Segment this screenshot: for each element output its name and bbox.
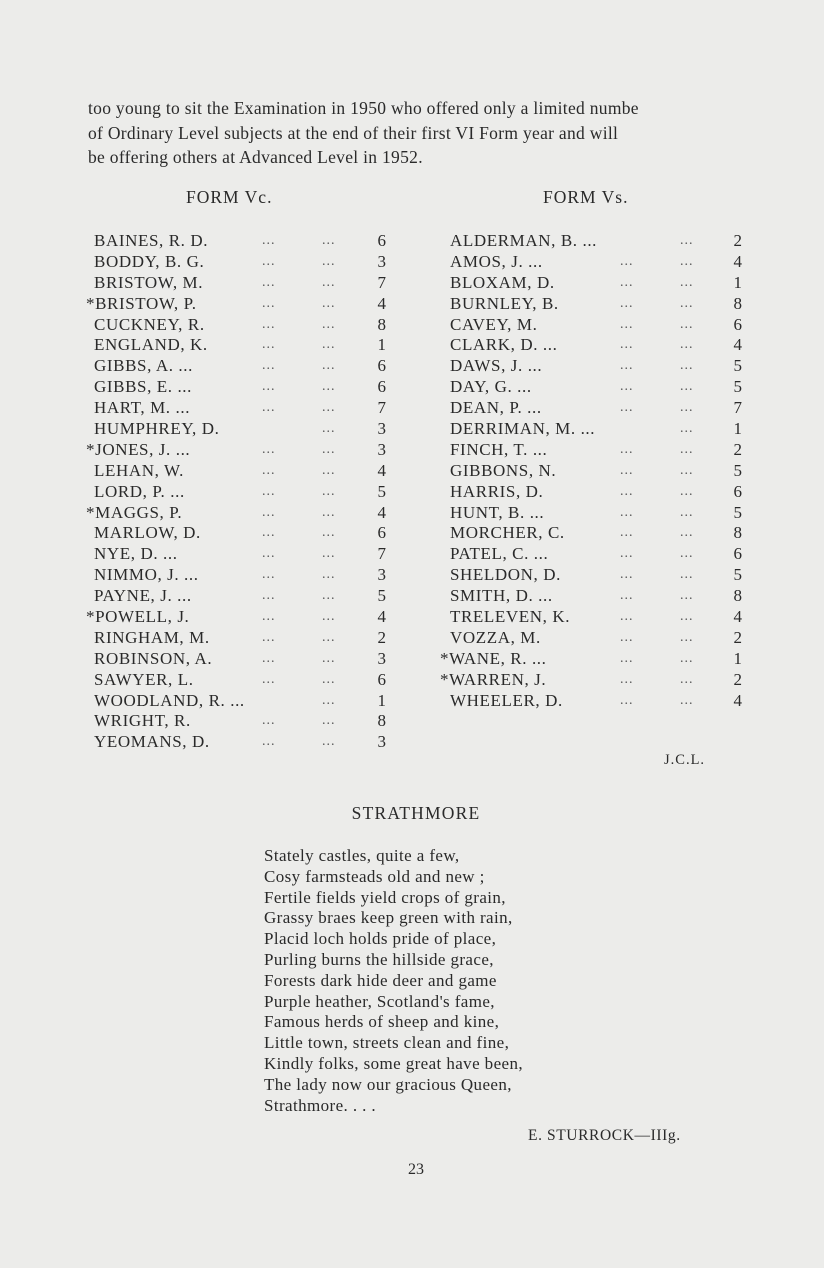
form-vs-list [440,230,754,710]
list-item [86,397,416,418]
pupil-value: 1 [377,335,387,355]
leader-dots: ... [262,441,276,457]
leader-dots: ... [322,567,336,583]
list-item [86,585,416,606]
pupil-name: *JONES, J. ... [86,439,191,459]
leader-dots: ... [262,274,276,290]
poem-line: Fertile fields yield crops of grain, [264,887,506,907]
pupil-name: TRELEVEN, K. [450,607,571,627]
form-vc-list [86,230,416,752]
leader-dots: ... [680,650,694,666]
pupil-name: BURNLEY, B. [450,293,559,313]
pupil-name: NYE, D. ... [94,544,178,564]
pupil-value: 8 [377,314,387,334]
poem-line: Strathmore. . . . [264,1095,377,1115]
pupil-value: 2 [733,439,743,459]
poem-line: Little town, streets clean and fine, [264,1033,510,1053]
leader-dots: ... [262,462,276,478]
leader-dots: ... [680,588,694,604]
list-item [86,543,416,564]
leader-dots: ... [680,546,694,562]
pupil-name: WHEELER, D. [450,690,563,710]
intro-line: too young to sit the Examination in 1950 who offered only a limited numbe [88,98,639,118]
leader-dots: ... [680,421,694,437]
pupil-value: 3 [377,251,387,271]
list-item [86,251,416,272]
leader-dots: ... [620,274,634,290]
list-item [440,418,754,439]
leader-dots: ... [620,337,634,353]
leader-dots: ... [262,379,276,395]
poem-body [264,846,523,1116]
pupil-value: 8 [733,293,743,313]
pupil-name: FINCH, T. ... [450,439,548,459]
leader-dots: ... [262,504,276,520]
poem-line: Stately castles, quite a few, [264,846,460,865]
poem-title: STRATHMORE [351,803,481,823]
pupil-value: 2 [377,627,387,647]
list-item [440,355,754,376]
pupil-value: 3 [377,439,387,459]
list-item [440,376,754,397]
list-item [86,564,416,585]
leader-dots: ... [322,233,336,248]
leader-dots: ... [620,629,634,645]
leader-dots: ... [680,274,694,290]
pupil-value: 4 [733,690,743,710]
pupil-value: 8 [377,711,387,731]
poem-author: E. STURROCK—IIIg. [528,1127,681,1144]
leader-dots: ... [680,337,694,353]
pupil-name: MARLOW, D. [94,523,201,543]
pupil-name: *WANE, R. ... [440,648,547,668]
leader-dots: ... [680,316,694,332]
poem-line: Cosy farmsteads old and new ; [264,866,485,886]
pupil-name: GIBBS, E. ... [94,377,193,397]
leader-dots: ... [262,316,276,332]
leader-dots: ... [620,671,634,687]
form-vs-heading: FORM Vs. [543,187,629,207]
list-item [440,334,754,355]
list-item [440,272,754,293]
leader-dots: ... [262,400,276,416]
list-item [440,690,754,711]
pupil-value: 4 [377,502,387,522]
leader-dots: ... [680,358,694,374]
leader-dots: ... [322,483,336,499]
leader-dots: ... [322,588,336,604]
leader-dots: ... [620,588,634,604]
leader-dots: ... [620,650,634,666]
pupil-value: 5 [733,377,743,397]
list-item [440,522,754,543]
pupil-value: 5 [733,460,743,480]
leader-dots: ... [322,650,336,666]
page-number: 23 [408,1161,424,1178]
pupil-value: 1 [733,419,743,439]
list-item [86,272,416,293]
list-item [86,502,416,523]
leader-dots: ... [620,358,634,374]
list-item [86,606,416,627]
leader-dots: ... [262,567,276,583]
pupil-name: SMITH, D. ... [450,586,553,606]
pupil-name: HARRIS, D. [450,481,544,501]
leader-dots: ... [620,316,634,332]
pupil-value: 3 [377,732,387,752]
pupil-value: 5 [377,481,387,501]
leader-dots: ... [620,692,634,708]
leader-dots: ... [262,358,276,374]
leader-dots: ... [322,400,336,416]
leader-dots: ... [262,337,276,353]
pupil-name: ALDERMAN, B. ... [450,231,598,250]
pupil-value: 1 [733,648,743,668]
pupil-value: 2 [733,669,743,689]
list-item [440,460,754,481]
pupil-value: 3 [377,565,387,585]
list-item [440,502,754,523]
pupil-value: 5 [377,586,387,606]
list-item [86,627,416,648]
pupil-value: 6 [377,377,387,397]
poem-line: The lady now our gracious Queen, [264,1074,512,1094]
pupil-name: DAY, G. ... [450,377,532,397]
pupil-name: DERRIMAN, M. ... [450,419,596,439]
leader-dots: ... [322,504,336,520]
pupil-value: 4 [377,460,387,480]
list-item [440,648,754,669]
leader-dots: ... [620,483,634,499]
poem-line: Purple heather, Scotland's fame, [264,991,495,1011]
pupil-value: 1 [733,272,743,292]
list-item [440,543,754,564]
list-item [440,669,754,690]
leader-dots: ... [322,295,336,311]
list-item [86,314,416,335]
pupil-name: WRIGHT, R. [94,711,191,731]
pupil-name: LORD, P. ... [94,481,185,501]
leader-dots: ... [680,629,694,645]
pupil-name: *POWELL, J. [86,607,190,627]
leader-dots: ... [322,525,336,541]
poem-line: Kindly folks, some great have been, [264,1053,524,1073]
leader-dots: ... [620,567,634,583]
leader-dots: ... [262,295,276,311]
pupil-value: 3 [377,419,387,439]
pupil-value: 4 [733,335,743,355]
leader-dots: ... [262,483,276,499]
leader-dots: ... [322,441,336,457]
pupil-name: NIMMO, J. ... [94,565,199,585]
pupil-value: 5 [733,356,743,376]
leader-dots: ... [262,629,276,645]
list-item [86,460,416,481]
pupil-name: MORCHER, C. [450,523,565,543]
pupil-name: BODDY, B. G. [94,251,205,271]
poem-line: Famous herds of sheep and kine, [264,1012,500,1032]
leader-dots: ... [620,546,634,562]
pupil-name: *WARREN, J. [440,669,547,689]
pupil-name: BAINES, R. D. [94,231,209,250]
list-item [86,648,416,669]
pupil-name: VOZZA, M. [450,627,541,647]
signature-initials: J.C.L. [664,752,706,768]
pupil-name: BLOXAM, D. [450,272,555,292]
leader-dots: ... [262,546,276,562]
leader-dots: ... [262,713,276,729]
intro-line: be offering others at Advanced Level in 1952. [88,147,423,167]
pupil-value: 7 [377,398,387,418]
pupil-name: ENGLAND, K. [94,335,208,355]
pupil-value: 5 [733,565,743,585]
list-item [440,293,754,314]
leader-dots: ... [620,253,634,269]
list-item [440,481,754,502]
leader-dots: ... [620,441,634,457]
leader-dots: ... [262,650,276,666]
pupil-name: CLARK, D. ... [450,335,558,355]
leader-dots: ... [680,441,694,457]
leader-dots: ... [322,629,336,645]
poem-line: Grassy braes keep green with rain, [264,908,513,928]
list-item [86,334,416,355]
pupil-value: 2 [733,231,743,250]
list-item [86,481,416,502]
leader-dots: ... [680,253,694,269]
pupil-value: 6 [377,523,387,543]
list-item [86,710,416,731]
pupil-name: GIBBONS, N. [450,460,557,480]
leader-dots: ... [620,379,634,395]
pupil-value: 6 [377,669,387,689]
leader-dots: ... [262,609,276,625]
leader-dots: ... [620,400,634,416]
pupil-name: SHELDON, D. [450,565,561,585]
pupil-value: 4 [377,293,387,313]
intro-line: of Ordinary Level subjects at the end of their first VI Form year and will [88,122,619,143]
pupil-name: PAYNE, J. ... [94,586,192,606]
pupil-value: 6 [733,544,743,564]
leader-dots: ... [262,525,276,541]
leader-dots: ... [680,671,694,687]
pupil-name: RINGHAM, M. [94,627,210,647]
list-item [86,293,416,314]
list-item [86,731,416,752]
leader-dots: ... [322,692,336,708]
list-item [86,418,416,439]
leader-dots: ... [620,504,634,520]
list-item [86,690,416,711]
leader-dots: ... [680,567,694,583]
list-item [440,439,754,460]
leader-dots: ... [620,462,634,478]
leader-dots: ... [262,588,276,604]
leader-dots: ... [322,379,336,395]
leader-dots: ... [680,692,694,708]
leader-dots: ... [322,421,336,437]
leader-dots: ... [322,253,336,269]
pupil-value: 8 [733,586,743,606]
leader-dots: ... [620,295,634,311]
pupil-value: 4 [733,251,743,271]
leader-dots: ... [680,295,694,311]
leader-dots: ... [262,233,276,248]
list-item [440,397,754,418]
leader-dots: ... [620,609,634,625]
pupil-name: DEAN, P. ... [450,398,542,418]
pupil-name: *MAGGS, P. [86,502,183,522]
pupil-name: GIBBS, A. ... [94,356,193,376]
list-item [86,230,416,251]
leader-dots: ... [262,671,276,687]
list-item [440,251,754,272]
leader-dots: ... [262,253,276,269]
pupil-value: 2 [733,627,743,647]
pupil-value: 7 [377,544,387,564]
leader-dots: ... [680,462,694,478]
list-item [86,669,416,690]
list-item [440,627,754,648]
pupil-value: 7 [733,398,743,418]
pupil-name: HART, M. ... [94,398,191,418]
leader-dots: ... [680,609,694,625]
pupil-value: 4 [733,607,743,627]
pupil-value: 1 [377,690,387,710]
pupil-name: PATEL, C. ... [450,544,549,564]
leader-dots: ... [322,316,336,332]
leader-dots: ... [322,734,336,750]
list-item [440,606,754,627]
list-item [440,585,754,606]
leader-dots: ... [322,546,336,562]
pupil-name: AMOS, J. ... [450,251,543,271]
list-item [86,439,416,460]
list-item [440,314,754,335]
pupil-name: HUMPHREY, D. [94,419,220,439]
leader-dots: ... [322,671,336,687]
pupil-name: YEOMANS, D. [94,732,210,752]
pupil-name: DAWS, J. ... [450,356,543,376]
pupil-value: 5 [733,502,743,522]
leader-dots: ... [680,233,694,248]
list-item [440,564,754,585]
form-vc-heading: FORM Vc. [186,187,273,207]
leader-dots: ... [620,525,634,541]
poem-line: Purling burns the hillside grace, [264,949,494,969]
pupil-value: 7 [377,272,387,292]
leader-dots: ... [322,713,336,729]
pupil-name: *BRISTOW, P. [86,293,197,313]
list-item [440,230,754,251]
pupil-value: 4 [377,607,387,627]
pupil-value: 6 [733,314,743,334]
leader-dots: ... [680,379,694,395]
leader-dots: ... [322,274,336,290]
pupil-value: 6 [377,231,387,250]
leader-dots: ... [680,525,694,541]
pupil-name: WOODLAND, R. ... [94,690,245,710]
pupil-value: 3 [377,648,387,668]
poem-line: Forests dark hide deer and game [264,970,497,990]
pupil-name: CAVEY, M. [450,314,538,334]
list-item [86,522,416,543]
leader-dots: ... [322,337,336,353]
list-item [86,376,416,397]
pupil-name: ROBINSON, A. [94,648,213,668]
pupil-value: 8 [733,523,743,543]
leader-dots: ... [322,358,336,374]
pupil-value: 6 [377,356,387,376]
pupil-name: CUCKNEY, R. [94,314,205,334]
leader-dots: ... [322,609,336,625]
list-item [86,355,416,376]
pupil-name: BRISTOW, M. [94,272,204,292]
leader-dots: ... [680,483,694,499]
leader-dots: ... [680,504,694,520]
leader-dots: ... [322,462,336,478]
pupil-name: LEHAN, W. [94,460,184,480]
pupil-name: HUNT, B. ... [450,502,545,522]
pupil-name: SAWYER, L. [94,669,194,689]
pupil-value: 6 [733,481,743,501]
leader-dots: ... [262,734,276,750]
poem-line: Placid loch holds pride of place, [264,929,497,949]
leader-dots: ... [680,400,694,416]
intro-paragraph [88,96,748,170]
